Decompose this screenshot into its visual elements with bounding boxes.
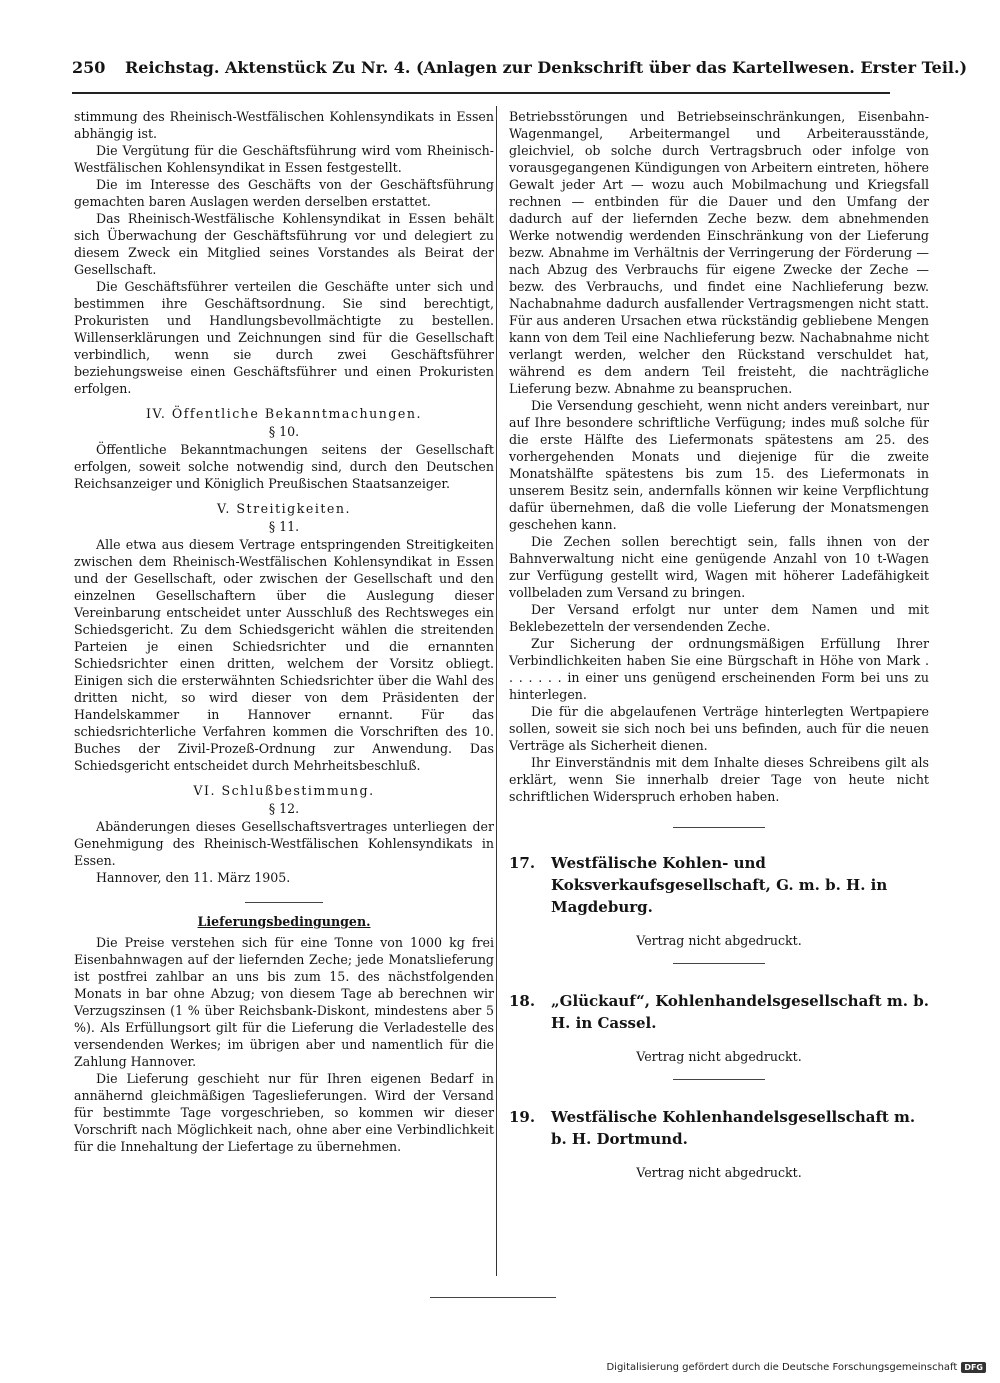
short-rule (245, 902, 323, 903)
entry-note: Vertrag nicht abgedruckt. (636, 1049, 802, 1064)
entry-title (509, 1106, 929, 1150)
paragraph-sign-11: § 11. (268, 519, 300, 534)
paragraph: Die Lieferung geschieht nur für Ihren eigenen Bedarf in annähernd gleichmäßigen Tageslieferungen. Wird der Versand für bestimmte Tage vorgeschrieben, so kommen wir dieser Vorschrift nach Möglichkeit nach, ohne aber eine Verbindlichkeit für die Innehaltung der Liefertage zu übernehmen. (74, 1071, 494, 1154)
paragraph: Das Rheinisch-Westfälische Kohlensyndikat in Essen behält sich Überwachung der Geschäftsführung vor und delegiert zu diesem Zweck ein Mitglied seines Vorstandes als Beirat der Gesellschaft. (74, 211, 494, 277)
right-column (509, 108, 929, 1195)
entry-title-text: „Glückauf“, Kohlenhandelsgesellschaft m. b. H. in Cassel. (551, 992, 929, 1032)
entry-18 (509, 990, 929, 1080)
section-heading-vi: VI. Schlußbestimmung. (193, 783, 375, 798)
footer-credit: Digitalisierung gefördert durch die Deutsche Forschungsgemeinschaft (606, 1362, 958, 1373)
paragraph-sign-12: § 12. (268, 801, 300, 816)
paragraph: Öffentliche Bekanntmachungen seitens der Gesellschaft erfolgen, soweit solche notwendig sind, durch den Deutschen Reichsanzeiger und Königlich Preußischen Staatsanzeiger. (74, 442, 494, 491)
paragraph: Alle etwa aus diesem Vertrage entspringenden Streitigkeiten zwischen dem Rheinisch-Westfälischen Kohlensyndikat in Essen und der Gesellschaft, oder zwischen der Gesellschaft und den einzelnen Gesellschaftern über die Auslegung dieser Vereinbarung entscheidet unter Ausschluß des Rechtsweges ein Schiedsgericht. Zu dem Schiedsgericht wählen die streitenden Parteien je einen Schiedsrichter und die ernannten Schiedsrichter einen dritten, welchem der Vorsitz obliegt. Einigen sich die ersterwähnten Schiedsrichter über die Wahl des dritten nicht, so wird dieser von dem Präsidenten der Handelskammer in Hannover ernannt. Für das schiedsrichterliche Verfahren kommen die Vorschriften des 10. Buches der Zivil-Prozeß-Ordnung zur Anwendung. Das Schiedsgericht entscheidet durch Mehrheitsbeschluß. (74, 537, 494, 773)
column-divider (496, 106, 497, 1276)
entry-title-text: Westfälische Kohlen- und Koksverkaufsgesellschaft, G. m. b. H. in Magdeburg. (551, 854, 888, 916)
section-rule (673, 963, 765, 964)
paragraph: Die im Interesse des Geschäfts von der Geschäftsführung gemachten baren Auslagen werden derselben erstattet. (74, 177, 494, 209)
entry-number: 18. (509, 992, 536, 1010)
page-number: 250 (72, 58, 106, 77)
paragraph: Die Versendung geschieht, wenn nicht anders vereinbart, nur auf Ihre besondere schriftliche Verfügung; indes muß solche für die erste Hälfte des Liefermonats spätestens am 25. des vorhergehenden Monats und diejenige für die zweite Monatshälfte spätestens bis zum 15. des Liefermonats in unserem Besitz sein, andernfalls können wir keine Verpflichtung dafür übernehmen, daß die volle Lieferung der Monatsmengen geschehen kann. (509, 398, 929, 532)
dfg-logo: DFG (961, 1362, 986, 1373)
paragraph: Die für die abgelaufenen Verträge hinterlegten Wertpapiere sollen, soweit sie sich noch bei uns befinden, auch für die neuen Verträge als Sicherheit dienen. (509, 704, 929, 753)
page-header (72, 58, 968, 77)
paragraph: Die Geschäftsführer verteilen die Geschäfte unter sich und bestimmen ihre Geschäftsordnung. Sie sind berechtigt, Prokuristen und Handlungsbevollmächtigte zu bestellen. Willenserklärungen und Zeichnungen sind für die Gesellschaft verbindlich, wenn sie durch zwei Geschäftsführer beziehungsweise einen Geschäftsführer und einen Prokuristen erfolgen. (74, 279, 494, 396)
section-heading-iv: IV. Öffentliche Bekanntmachungen. (146, 406, 422, 421)
paragraph: Der Versand erfolgt nur unter dem Namen und mit Beklebezetteln der versendenden Zeche. (509, 602, 929, 634)
lieferungs-heading-block (74, 902, 494, 930)
entry-number: 19. (509, 1108, 536, 1126)
paragraph: Die Vergütung für die Geschäftsführung wird vom Rheinisch-Westfälischen Kohlensyndikat in Essen festgestellt. (74, 143, 494, 175)
entry-note: Vertrag nicht abgedruckt. (636, 933, 802, 948)
entry-19 (509, 1106, 929, 1181)
paragraph: Betriebsstörungen und Betriebseinschränkungen, Eisenbahn-Wagenmangel, Arbeitermangel und Arbeiterausstände, gleichviel, ob solche durch Vertragsbruch oder infolge von vorausgegangenen Kündigungen von Arbeitern eintreten, höhere Gewalt jeder Art — wozu auch Mobilmachung und Kriegsfall rechnen — entbinden für die Dauer und den Umfang der dadurch auf der liefernden Zeche bezw. dem abnehmenden Werke notwendig werdenden Einschränkung von der Lieferung bezw. Abnahme im Verhältnis der Verringerung der Förderung — nach Abzug des Verbrauchs für eigene Zwecke der Zeche — bezw. des Verbrauchs, und findet eine Nachlieferung bezw. Nachabnahme dadurch ausfallender Vertragsmengen nicht statt. Für aus anderen Ursachen etwa rückständig gebliebene Mengen kann von dem Teil eine Nachlieferung bezw. Nachabnahme nicht verlangt werden, welcher den Rückstand verschuldet hat, während es dem andern Teil freisteht, die nachträgliche Lieferung bezw. Abnahme zu beanspruchen. (509, 109, 929, 396)
paragraph: Die Zechen sollen berechtigt sein, falls ihnen von der Bahnverwaltung nicht eine genügende Anzahl von 10 t-Wagen zur Verfügung gestellt wird, Wagen mit höherer Ladefähigkeit vollbeladen zum Versand zu bringen. (509, 534, 929, 600)
left-column (74, 108, 494, 1155)
entry-title (509, 852, 929, 918)
entry-title (509, 990, 929, 1034)
running-title: Reichstag. Aktenstück Zu Nr. 4. (Anlagen zur Denkschrift über das Kartellwesen. Erster Teil.) (124, 58, 968, 77)
paragraph-sign-10: § 10. (268, 424, 300, 439)
lieferungs-heading: Lieferungsbedingungen. (197, 914, 371, 929)
paragraph: Zur Sicherung der ordnungsmäßigen Erfüllung Ihrer Verbindlichkeiten haben Sie eine Bürgschaft in Höhe von Mark . . . . . . . in einer uns genügend erscheinenden Form bei uns zu hinterlegen. (509, 636, 929, 702)
bottom-rule (430, 1297, 556, 1298)
paragraph: Die Preise verstehen sich für eine Tonne von 1000 kg frei Eisenbahnwagen auf der liefernden Zeche; jede Monatslieferung ist postfrei zahlbar an uns bis zum 15. des nächstfolgenden Monats in bar ohne Abzug; von diesem Tage ab berechnen wir Verzugszinsen (1 % über Reichsbank-Diskont, mindestens aber 5 %). Als Erfüllungsort gilt für die Lieferung die Verladestelle des versendenden Werkes; im übrigen aber und namentlich für die Zahlung Hannover. (74, 935, 494, 1069)
header-rule (72, 92, 890, 94)
paragraph: Ihr Einverständnis mit dem Inhalte dieses Schreibens gilt als erklärt, wenn Sie innerhalb dreier Tage von heute nicht schriftlichen Widerspruch erhoben haben. (509, 755, 929, 804)
section-rule (673, 1079, 765, 1080)
entry-number: 17. (509, 854, 536, 872)
section-heading-v: V. Streitigkeiten. (217, 501, 351, 516)
footer (606, 1362, 986, 1373)
date-line: Hannover, den 11. März 1905. (96, 870, 291, 885)
paragraph: stimmung des Rheinisch-Westfälischen Kohlensyndikats in Essen abhängig ist. (74, 109, 494, 141)
paragraph: Abänderungen dieses Gesellschaftsvertrages unterliegen der Genehmigung des Rheinisch-Westfälischen Kohlensyndikats in Essen. (74, 819, 494, 868)
entry-17 (509, 852, 929, 964)
section-rule (673, 827, 765, 828)
entry-note: Vertrag nicht abgedruckt. (636, 1165, 802, 1180)
entry-title-text: Westfälische Kohlenhandelsgesellschaft m. b. H. Dortmund. (551, 1108, 916, 1148)
